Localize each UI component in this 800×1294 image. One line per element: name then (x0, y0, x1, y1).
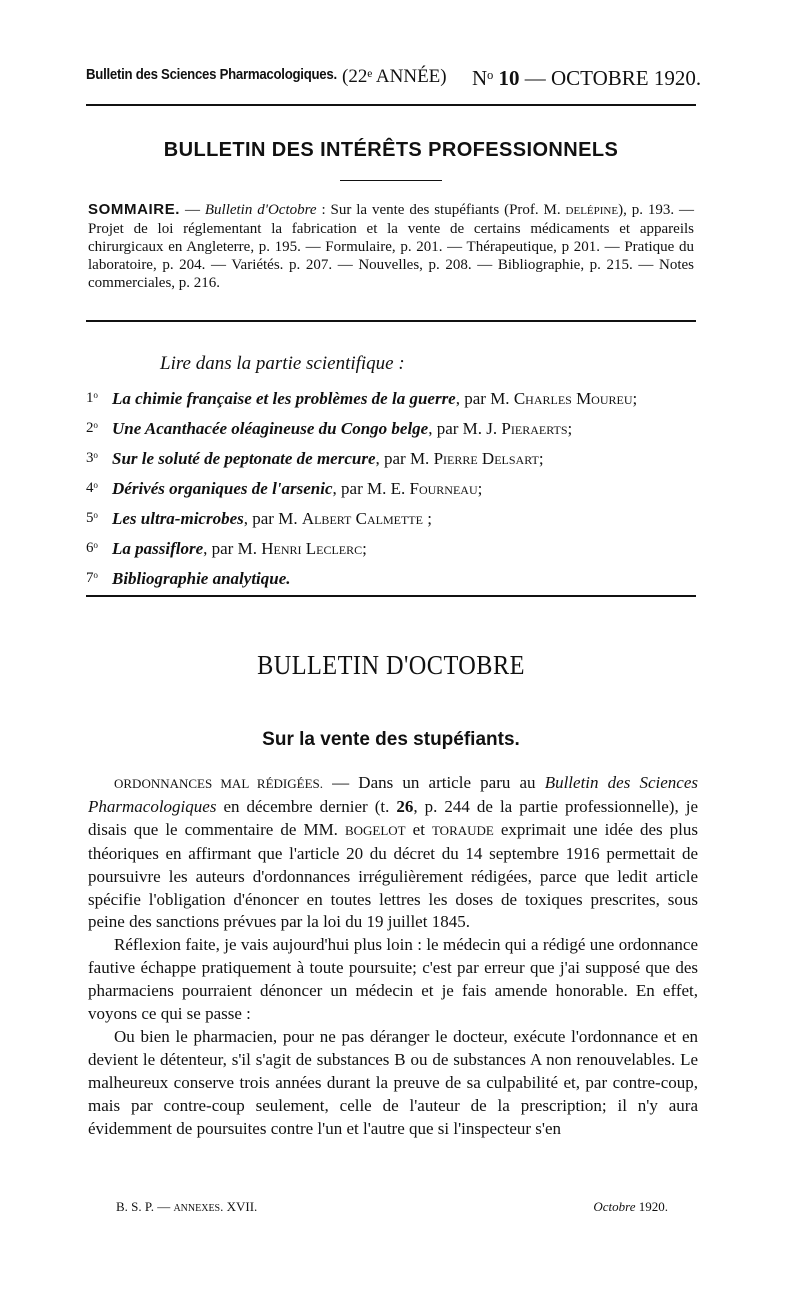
issue-date: — OCTOBRE 1920. (519, 66, 702, 90)
text-run: — Dans un article paru au (323, 773, 545, 792)
item-number: 3ᵒ (86, 450, 98, 466)
list-item (86, 478, 700, 499)
item-number: 4ᵒ (86, 480, 98, 496)
item-title: La passiflore (112, 539, 204, 558)
sommaire-text: : Sur la vente des stupéfiants (Prof. M. (316, 202, 566, 218)
item-number: 2ᵒ (86, 420, 98, 436)
item-by: , par M. (243, 509, 302, 528)
list-item (86, 418, 700, 439)
paragraph-lead-smallcaps: ORDONNANCES MAL RÉDIGÉES. (114, 776, 324, 791)
sommaire-text: — (180, 202, 205, 218)
list-item (86, 388, 700, 409)
item-author: Charles Moureu (513, 389, 633, 408)
item-end: ; (362, 539, 367, 558)
scientific-articles-list (86, 388, 700, 598)
item-title: Une Acanthacée oléagineuse du Congo belge (112, 419, 429, 438)
list-item (86, 508, 700, 529)
list-item (86, 538, 700, 559)
item-author: Fourneau (409, 479, 478, 498)
item-by: , par M. (455, 389, 514, 408)
list-item (86, 448, 700, 469)
item-title: La chimie française et les problèmes de la guerre (112, 389, 456, 408)
item-end: ; (477, 479, 483, 498)
paragraph-2: Réflexion faite, je vais aujourd'hui plus loin : le médecin qui a rédigé une ordonnance fautive échappe pratiquement à toute poursuite; c'est par erreur que j'ai supposé que des pharmaciens pourraient dénoncer un médecin et je fais amende honorable. En effet, voyons ce qui se passe : (88, 935, 698, 1024)
footer-month: Octobre (593, 1199, 636, 1214)
section-title: BULLETIN DES INTÉRÊTS PROFESSIONNELS (163, 139, 619, 161)
item-title: Les ultra-microbes (112, 509, 244, 528)
author-toraude: TORAUDE (431, 822, 494, 838)
issue-prefix: Nᵒ (472, 66, 499, 90)
journal-title: Bulletin des Sciences Pharmacologiques. (86, 66, 337, 83)
paragraph-1 (88, 772, 698, 934)
item-title: Sur le soluté de peptonate de mercure (112, 449, 376, 468)
item-author: Albert Calmette (301, 509, 423, 528)
issue-label (472, 66, 701, 91)
footer-text: . XVII. (220, 1199, 258, 1214)
page-footer (116, 1199, 668, 1215)
text-run: , p. 244 de la partie professionnelle), je disais que le commentaire de MM. (88, 796, 698, 839)
item-end: ; (538, 449, 544, 468)
footer-right (593, 1199, 668, 1215)
item-number: 6ᵒ (86, 540, 98, 556)
sommaire-bulletin-italic: Bulletin d'Octobre (204, 202, 317, 218)
item-end: ; (632, 389, 638, 408)
list-rule (86, 595, 696, 597)
list-item (86, 568, 700, 589)
item-by: , par M. (203, 539, 262, 558)
author-bogelot: BOGELOT (344, 822, 406, 838)
footer-left (116, 1199, 257, 1215)
sommaire-label: SOMMAIRE. (88, 201, 181, 218)
item-author: Henri Leclerc (261, 539, 363, 558)
sommaire-rule (86, 320, 696, 322)
footer-annexes: ANNEXES (173, 1203, 221, 1214)
item-end: ; (567, 419, 573, 438)
running-head (86, 66, 702, 92)
item-number: 5ᵒ (86, 510, 98, 526)
journal-ref-italic: Bulletin des Sciences Pharmacologiques (88, 773, 698, 816)
footer-text: B. S. P. — (116, 1199, 174, 1214)
item-title: Bibliographie analytique. (112, 569, 291, 588)
footer-year: 1920. (635, 1199, 668, 1214)
sommaire-author: DELÉPINE (565, 205, 619, 217)
article-body (88, 772, 698, 1141)
sommaire-text: ), p. 193. — Projet de loi réglementant la fabrication et la vente de certains médicaments et appareils chirurgicaux en Angleterre, p. 195. — Formulaire, p. 201. — Thérapeutique, p 201. — Pratique du laboratoire, p. 204. — Variétés. p. 207. — Nouvelles, p. 208. — Bibliographie, p. 215. — Notes commerciales, p. 216. (88, 202, 694, 291)
item-by: , par M. J. (428, 419, 502, 438)
item-author: Pierre Delsart (433, 449, 539, 468)
lire-heading: Lire dans la partie scientifique : (160, 353, 405, 374)
article-title: Sur la vente des stupéfiants. (262, 729, 520, 750)
item-title: Dérivés organiques de l'arsenic (112, 479, 333, 498)
sommaire-block (88, 201, 694, 292)
text-run: et (405, 819, 432, 839)
paragraph-3: Ou bien le pharmacien, pour ne pas déranger le docteur, exécute l'ordonnance et en devient le détenteur, s'il s'agit de substances B ou de substances A non renouvelables. Le malheureux conserve trois années durant la preuve de sa culpabilité et, par contre-coup, mais par contre-coup seulement, celle de l'auteur de la prescription; il n'y aura évidemment de poursuites contre l'un et l'autre que si l'inspecteur s'en (88, 1026, 698, 1138)
item-end: ; (422, 509, 432, 528)
item-number: 7ᵒ (86, 570, 98, 586)
text-run: en décembre dernier (t. (216, 796, 397, 816)
item-author: Pieraerts (501, 419, 568, 438)
item-number: 1ᵒ (86, 390, 98, 406)
volume-year: (22ᵉ ANNÉE) (342, 66, 447, 87)
text-run: exprimait une idée des plus théoriques en affirmant que l'article 20 du décret du 14 septembre 1916 permettait de poursuivre les auteurs d'ordonnances irrégulièrement rédigées, parce que ledit article spécifie l'obligation d'énoncer en toutes lettres les doses de toxiques prescrites, sous peine des sanctions prévues par la loi du 19 juillet 1845. (88, 819, 698, 932)
bulletin-title: BULLETIN D'OCTOBRE (257, 650, 525, 680)
item-by: , par M. (375, 449, 434, 468)
volume-number: 26 (396, 796, 414, 816)
item-by: , par M. E. (332, 479, 410, 498)
header-rule (86, 104, 696, 106)
section-divider (340, 180, 442, 181)
issue-number: 10 (498, 66, 520, 90)
